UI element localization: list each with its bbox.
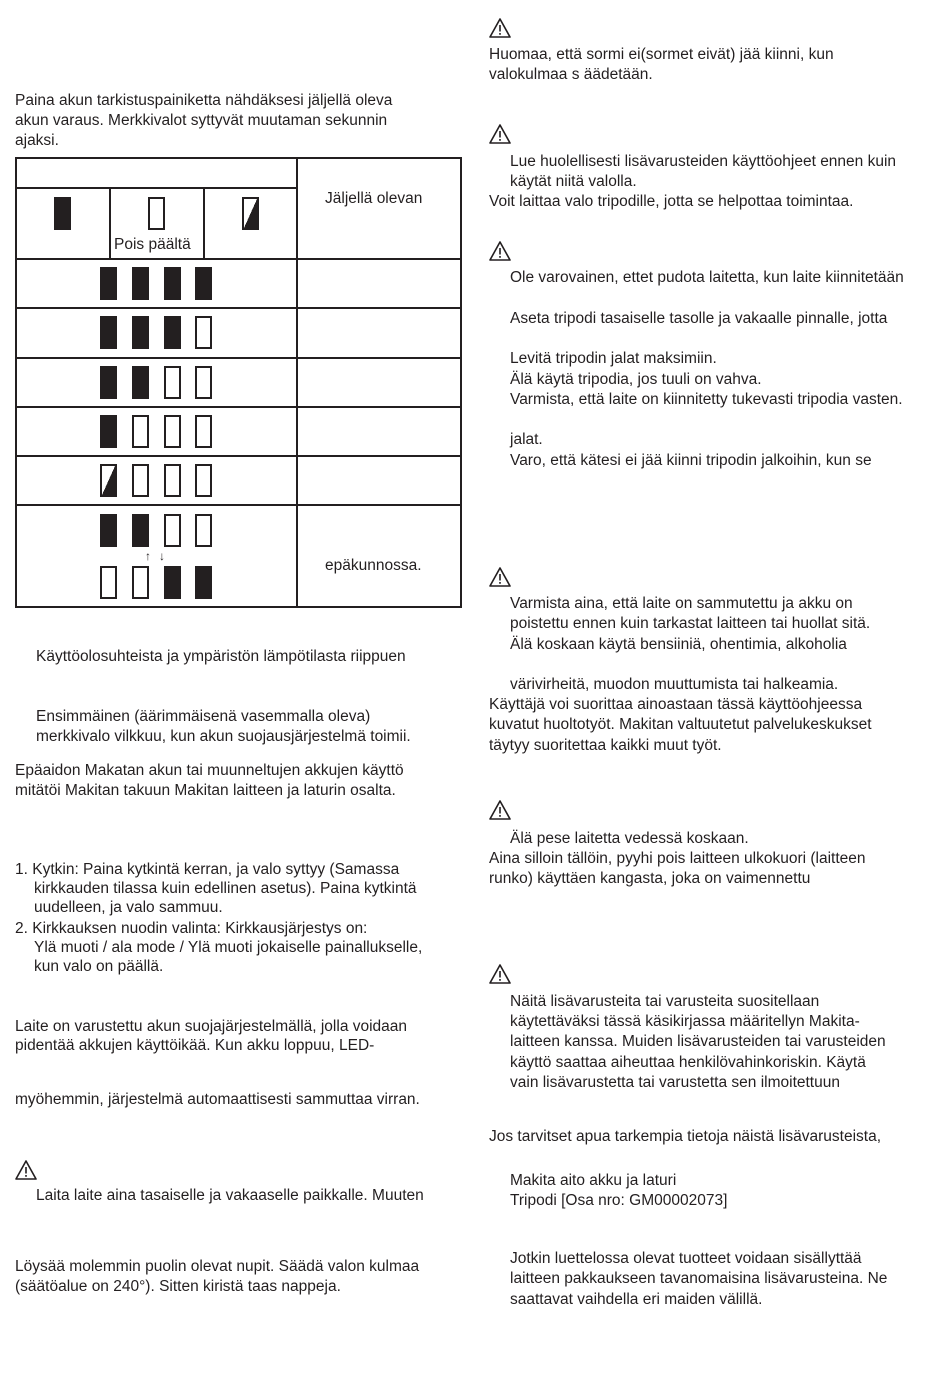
legend-off-lamp: [148, 197, 165, 230]
accessory-item: Makita aito akku ja laturi: [510, 1172, 677, 1189]
wipe-line-1: Aina silloin tällöin, pyyhi pois laitteen ulkokuori (laitteen: [489, 850, 866, 867]
maintenance-line-3: Älä koskaan käytä bensiiniä, ohentimia, alkoholia: [510, 636, 847, 653]
protection-system-line-1: Laite on varustettu akun suojajärjestelmällä, jolla voidaan: [15, 1018, 408, 1035]
accessories-line-1: Näitä lisävarusteita tai varusteita suositellaan: [510, 993, 820, 1010]
arrow-up-icon: ↑: [145, 549, 151, 563]
indicator-lamp: [100, 366, 117, 399]
list-item: Ylä muoti / ala mode / Ylä muoti jokaiselle painallukselle,: [34, 939, 423, 956]
indicator-lamp: [164, 566, 181, 599]
service-line-3: täytyy suoritettaa kaikki muut työt.: [489, 737, 722, 754]
indicator-lamp: [132, 316, 149, 349]
tripod-legs-1: jalat.: [510, 431, 543, 448]
indicator-lamp: [132, 366, 149, 399]
finger-caution-line-2: valokulmaa s äädetään.: [489, 66, 653, 83]
warning-icon: [15, 1160, 37, 1180]
tripod-legs-2: Varo, että kätesi ei jää kiinni tripodin jalkoihin, kun se: [510, 452, 872, 469]
tripod-surface: Aseta tripodi tasaiselle tasolle ja vakaalle pinnalle, jotta: [510, 310, 888, 327]
indicator-lamp: [132, 267, 149, 300]
table-row: [17, 308, 297, 356]
protection-line-1: Ensimmäinen (äärimmäisenä vasemmalla oleva): [36, 708, 371, 725]
warning-icon: [489, 567, 511, 587]
accessories-line-2: käytettäväksi tässä käsikirjassa määritellyn Makita-: [510, 1013, 860, 1030]
accessories-line-5: vain lisävarustetta tai varustetta sen ilmoitettuun: [510, 1074, 840, 1091]
protection-system-line-2: pidentää akkujen käyttöikää. Kun akku loppuu, LED-: [15, 1037, 375, 1054]
malfunction-label: epäkunnossa.: [325, 557, 422, 574]
conditions-paragraph: Käyttöolosuhteista ja ympäristön lämpötilasta riippuen: [36, 648, 406, 665]
indicator-lamp: [164, 514, 181, 547]
indicator-lamp: [195, 267, 212, 300]
table-row: [17, 259, 297, 307]
auto-shutoff-line: myöhemmin, järjestelmä automaattisesti sammuttaa virran.: [15, 1091, 420, 1108]
list-item: kun valo on päällä.: [34, 958, 164, 975]
list-item: 2. Kirkkauksen nuodin valinta: Kirkkausjärjestys on:: [15, 920, 368, 937]
accessories-line-4: käyttö saattaa aiheuttaa henkilövahinkoriskin. Käytä: [510, 1054, 866, 1071]
table-row: [17, 358, 297, 406]
indicator-lamp: [195, 514, 212, 547]
indicator-lamp: [195, 366, 212, 399]
warranty-line-2: mitätöi Makitan takuun Makitan laitteen ja laturin osalta.: [15, 782, 396, 799]
help-line: Jos tarvitset apua tarkempia tietoja näistä lisävarusteista,: [489, 1128, 881, 1145]
tripod-line: Voit laittaa valo tripodille, jotta se helpottaa toimintaa.: [489, 193, 854, 210]
maintenance-line-1: Varmista aina, että laite on sammutettu ja akku on: [510, 595, 853, 612]
indicator-lamp: [100, 514, 117, 547]
indicator-lamp: [164, 415, 181, 448]
service-line-1: Käyttäjä voi suorittaa ainoastaan tässä käyttöohjeessa: [489, 696, 863, 713]
warning-icon: [489, 800, 511, 820]
indicator-lamp: [164, 366, 181, 399]
list-item: kirkkauden tilassa kuin edellinen asetus). Paina kytkintä: [34, 880, 417, 897]
service-line-2: kuvatut huoltotyöt. Makitan valtuutetut palvelukeskukset: [489, 716, 872, 733]
protection-line-2: merkkivalo vilkkuu, kun akun suojausjärjestelmä toimii.: [36, 728, 411, 745]
accessory-manual-line-1: Lue huolellisesti lisävarusteiden käyttöohjeet ennen kuin: [510, 153, 897, 170]
accessories-line-3: laitteen kanssa. Muiden lisävarusteiden tai varusteiden: [510, 1033, 886, 1050]
table-row: [17, 407, 297, 455]
accessory-item: Tripodi [Osa nro: GM00002073]: [510, 1192, 728, 1209]
angle-line-2: (säätöalue on 240°). Sitten kiristä taas nappeja.: [15, 1278, 341, 1295]
tripod-tip-2: Älä käytä tripodia, jos tuuli on vahva.: [510, 371, 762, 388]
indicator-lamp: [164, 464, 181, 497]
accessory-manual-line-2: käytät niitä valolla.: [510, 173, 637, 190]
legend-blink-lamp: [242, 197, 259, 230]
indicator-lamp: [100, 464, 117, 497]
warranty-line-1: Epäaidon Makatan akun tai muunneltujen akkujen käyttö: [15, 762, 404, 779]
indicator-lamp: [100, 316, 117, 349]
warning-icon: [489, 964, 511, 984]
indicator-lamp: [100, 267, 117, 300]
battery-indicator-table: [15, 157, 462, 608]
warning-icon: [489, 18, 511, 38]
indicator-lamp: [164, 267, 181, 300]
intro-line-1: Paina akun tarkistuspainiketta nähdäksesi jäljellä oleva: [15, 92, 393, 109]
placement-warning: Laita laite aina tasaiselle ja vakaaselle paikkalle. Muuten: [36, 1187, 424, 1204]
legend-on-lamp: [54, 197, 71, 230]
maintenance-line-2: poistettu ennen kuin tarkastat laitteen tai huollat sitä.: [510, 615, 871, 632]
included-line-3: saattavat vaihdella eri maiden välillä.: [510, 1291, 763, 1308]
finger-caution-line-1: Huomaa, että sormi ei(sormet eivät) jää kiinni, kun: [489, 46, 834, 63]
warning-icon: [489, 124, 511, 144]
indicator-lamp: [195, 464, 212, 497]
arrow-down-icon: ↓: [159, 549, 165, 563]
indicator-lamp: [132, 464, 149, 497]
list-item: 1. Kytkin: Paina kytkintä kerran, ja valo syttyy (Samassa: [15, 861, 400, 878]
intro-line-3: ajaksi.: [15, 132, 59, 149]
header-remaining-label: Jäljellä olevan: [325, 190, 423, 207]
indicator-lamp: [100, 415, 117, 448]
tripod-tip-1: Levitä tripodin jalat maksimiin.: [510, 350, 717, 367]
table-row: [17, 456, 297, 504]
no-wash-line: Älä pese laitetta vedessä koskaan.: [510, 830, 749, 847]
list-item: uudelleen, ja valo sammuu.: [34, 899, 223, 916]
included-line-2: laitteen pakkaukseen tavanomaisina lisävarusteina. Ne: [510, 1270, 888, 1287]
indicator-lamp: [132, 415, 149, 448]
indicator-lamp: [195, 415, 212, 448]
indicator-lamp: [132, 514, 149, 547]
indicator-lamp: [195, 316, 212, 349]
intro-line-2: akun varaus. Merkkivalot syttyvät muutaman sekunnin: [15, 112, 388, 129]
warning-icon: [489, 241, 511, 261]
included-line-1: Jotkin luettelossa olevat tuotteet voidaan sisällyttää: [510, 1250, 862, 1267]
indicator-lamp: [195, 566, 212, 599]
legend-off-label: Pois päältä: [114, 236, 191, 253]
discoloration-line: värivirheitä, muodon muuttumista tai halkeamia.: [510, 676, 839, 693]
tripod-tip-3: Varmista, että laite on kiinnitetty tukevasti tripodia vasten.: [510, 391, 903, 408]
wipe-line-2: runko) käyttäen kangasta, joka on vaimennettu: [489, 870, 811, 887]
indicator-lamp: [100, 566, 117, 599]
drop-caution: Ole varovainen, ettet pudota laitetta, kun laite kiinnitetään: [510, 269, 904, 286]
indicator-lamp: [132, 566, 149, 599]
table-row: [17, 505, 297, 606]
indicator-lamp: [164, 316, 181, 349]
angle-line-1: Löysää molemmin puolin olevat nupit. Säädä valon kulmaa: [15, 1258, 420, 1275]
